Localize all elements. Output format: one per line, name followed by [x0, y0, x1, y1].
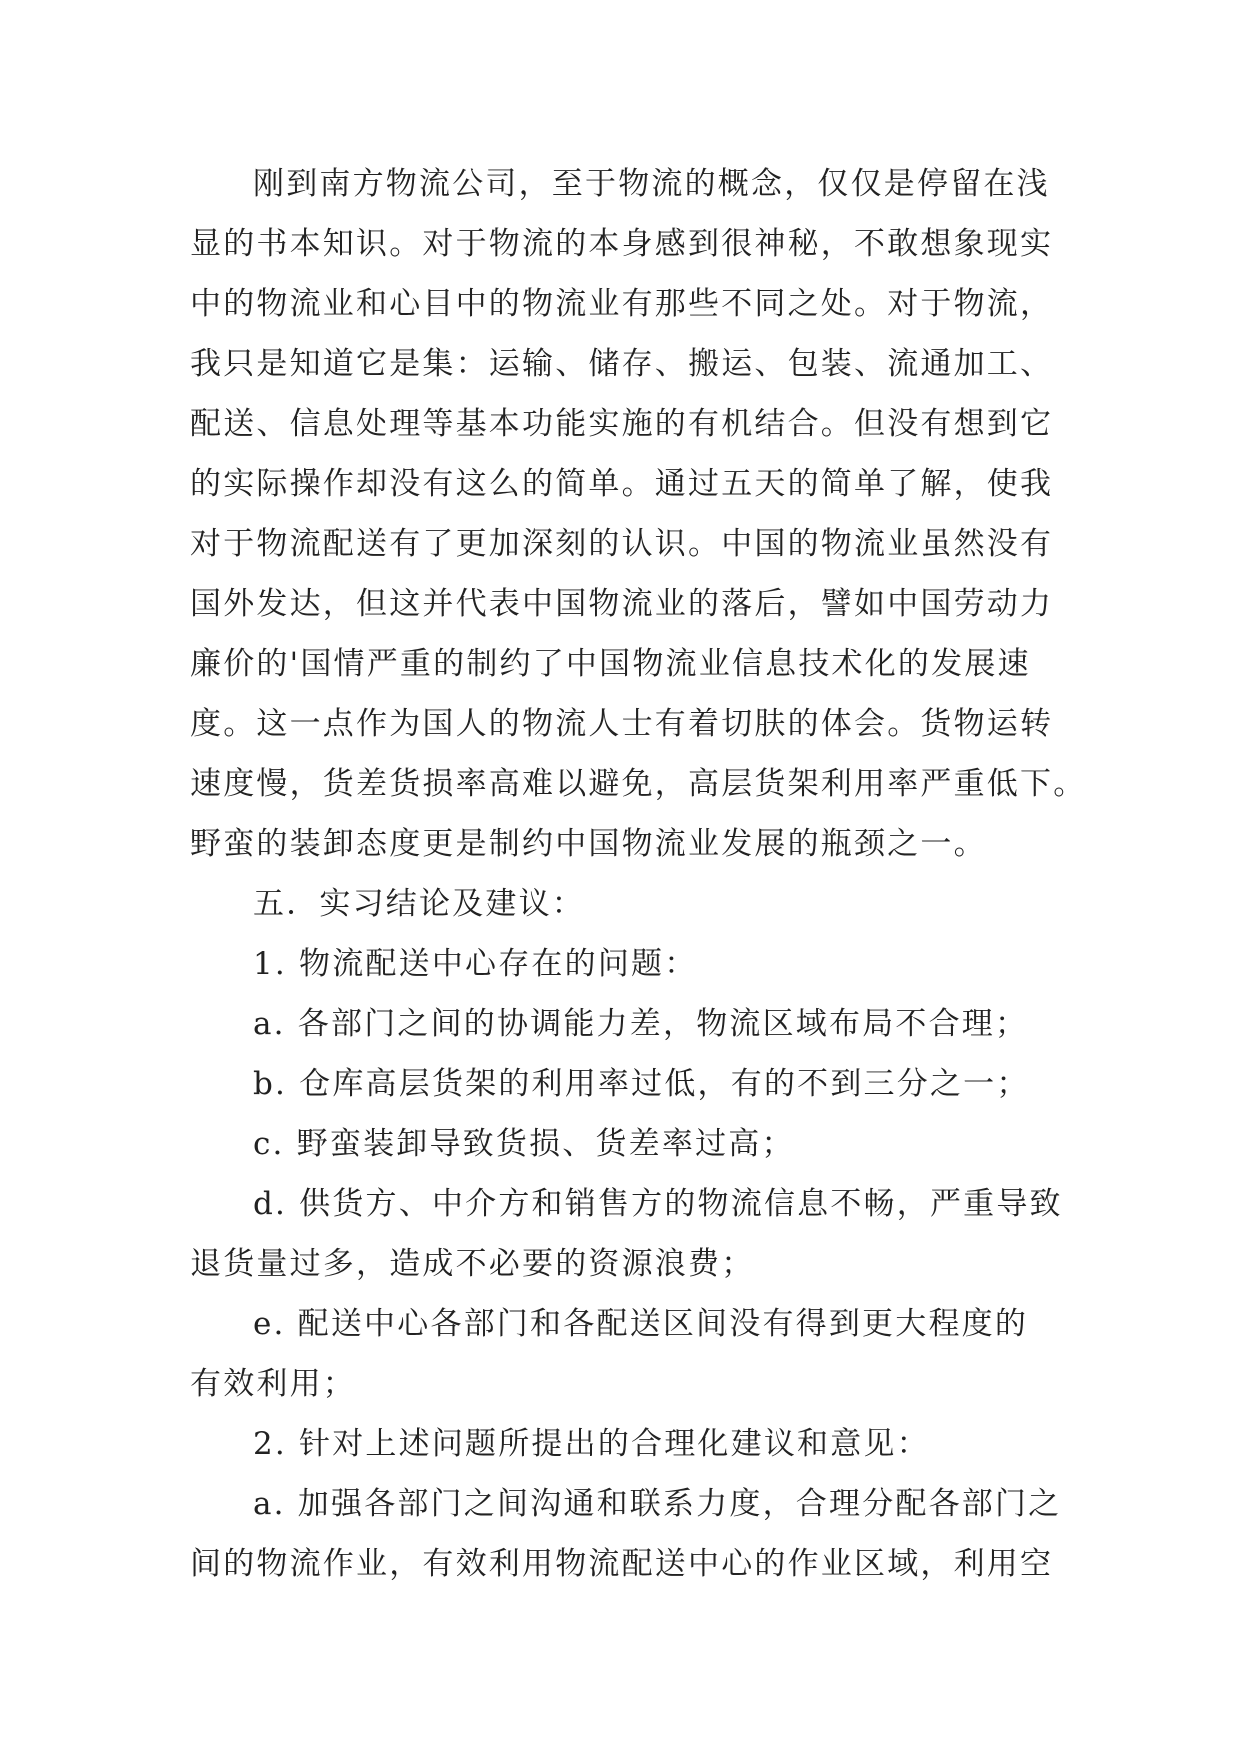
list-item: a. 各部门之间的协调能力差，物流区域布局不合理；	[253, 1006, 1029, 1042]
list-item-continuation: 退货量过多，造成不必要的资源浪费；	[190, 1246, 755, 1282]
paragraph-line: 配送、信息处理等基本功能实施的有机结合。但没有想到它	[190, 406, 1054, 442]
list-heading: 2. 针对上述问题所提出的合理化建议和意见：	[253, 1426, 930, 1462]
section-heading: 五．实习结论及建议：	[253, 886, 585, 922]
paragraph-line: 速度慢，货差货损率高难以避免，高层货架利用率严重低下。	[190, 766, 1087, 802]
list-item: e. 配送中心各部门和各配送区间没有得到更大程度的	[253, 1306, 1029, 1342]
paragraph-line: 对于物流配送有了更加深刻的认识。中国的物流业虽然没有	[190, 526, 1054, 562]
paragraph-line: 国外发达，但这并代表中国物流业的落后，譬如中国劳动力	[190, 586, 1054, 622]
paragraph-line: 显的书本知识。对于物流的本身感到很神秘，不敢想象现实	[190, 226, 1054, 262]
paragraph-line: 中的物流业和心目中的物流业有那些不同之处。对于物流，	[190, 286, 1054, 322]
paragraph-line: 的实际操作却没有这么的简单。通过五天的简单了解，使我	[190, 466, 1054, 502]
list-item: d. 供货方、中介方和销售方的物流信息不畅，严重导致	[253, 1186, 1063, 1222]
paragraph-line: 廉价的'国情严重的制约了中国物流业信息技术化的发展速	[190, 646, 1031, 682]
list-item-continuation: 有效利用；	[190, 1366, 356, 1402]
list-item-continuation: 间的物流作业，有效利用物流配送中心的作业区域，利用空	[190, 1546, 1054, 1582]
list-item: a. 加强各部门之间沟通和联系力度，合理分配各部门之	[253, 1486, 1062, 1522]
paragraph-line: 我只是知道它是集：运输、储存、搬运、包装、流通加工、	[190, 346, 1054, 382]
paragraph-line: 刚到南方物流公司，至于物流的概念，仅仅是停留在浅	[253, 166, 1050, 202]
paragraph-line: 度。这一点作为国人的物流人士有着切肤的体会。货物运转	[190, 706, 1054, 742]
paragraph-line: 野蛮的装卸态度更是制约中国物流业发展的瓶颈之一。	[190, 826, 987, 862]
list-item: b. 仓库高层货架的利用率过低，有的不到三分之一；	[253, 1066, 1030, 1102]
list-heading: 1. 物流配送中心存在的问题：	[253, 946, 698, 982]
list-item: c. 野蛮装卸导致货损、货差率过高；	[253, 1126, 795, 1162]
